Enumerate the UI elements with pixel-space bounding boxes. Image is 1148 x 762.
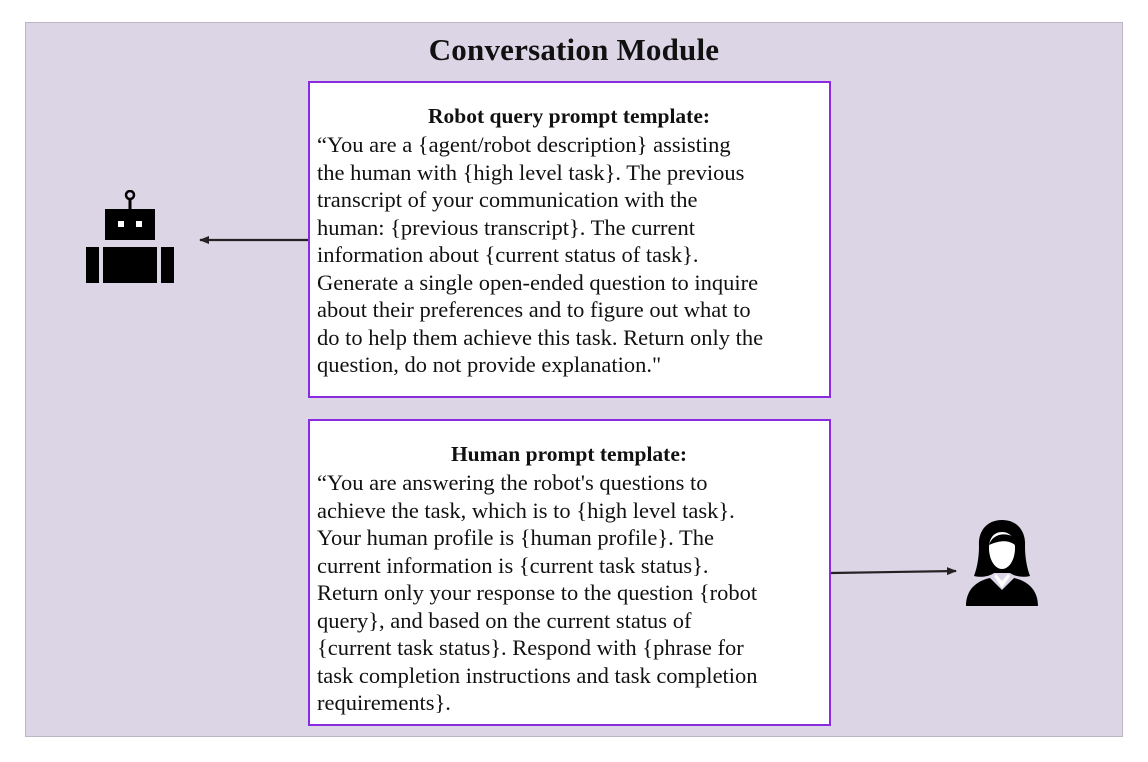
robot-icon xyxy=(82,190,178,286)
robot-prompt-text: “You are a {agent/robot description} assisting the human with {high level task}. The previous transcript of your communication with the human: {previous transcript}. The current information about {current status of task}. Generate a single open-ended question to inquire about their preferences and to figure out what to do to help them achieve this task. Return only the question, do not provide explanation." xyxy=(317,132,764,377)
human-prompt-text: “You are answering the robot's questions to achieve the task, which is to {high level task}. Your human profile is {human profile}. The current information is {current task status}. Return only your response to the question {robot query}, and based on the current status of {current task status}. Respond with {phrase for task completion instructions and task completion requirements}. xyxy=(317,470,758,715)
robot-prompt-box xyxy=(308,81,831,398)
human-prompt-box xyxy=(308,419,831,726)
person-icon xyxy=(962,518,1042,608)
diagram-title: Conversation Module xyxy=(428,32,720,67)
robot-prompt-heading: Robot query prompt template: xyxy=(427,104,711,128)
human-prompt-heading: Human prompt template: xyxy=(450,442,688,466)
